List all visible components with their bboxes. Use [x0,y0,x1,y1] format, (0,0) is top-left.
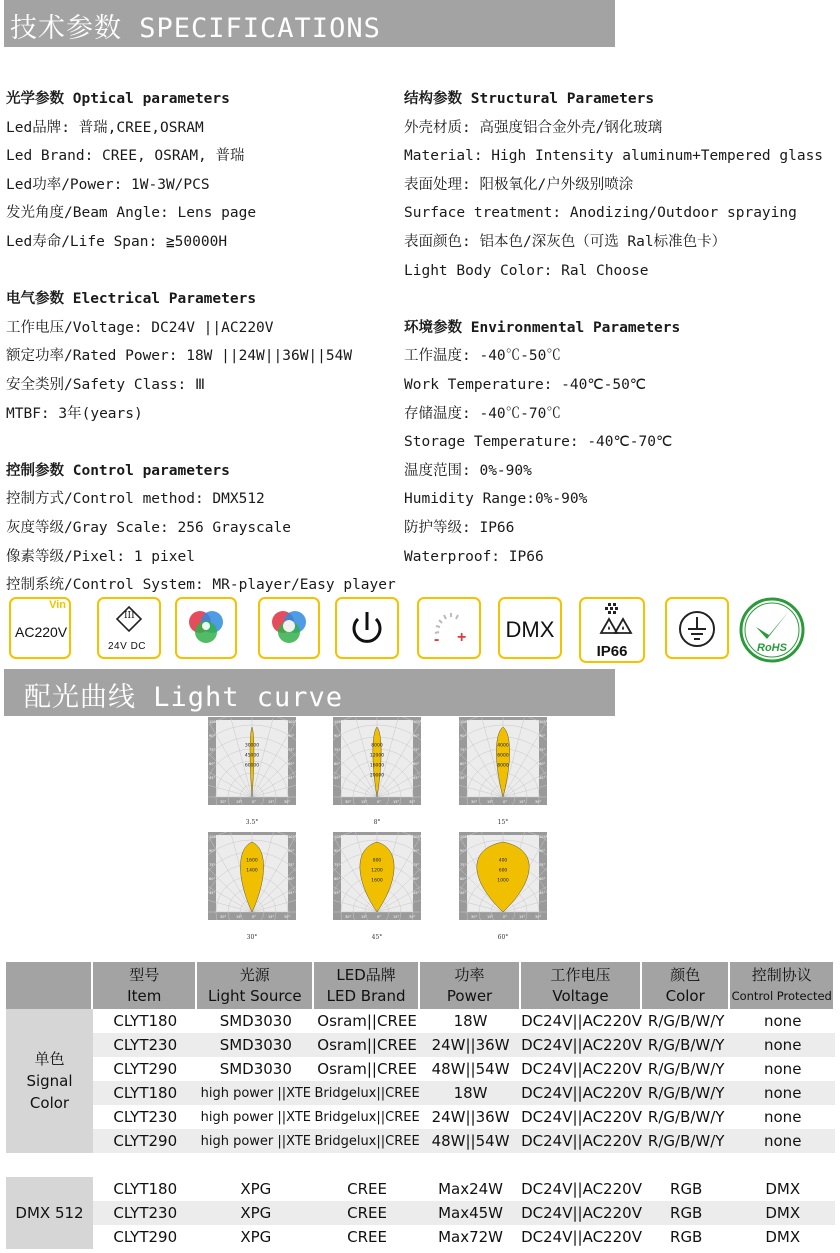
polar-tick-right: 45° [288,776,295,780]
header-en: LED Brand [326,986,406,1005]
polar-tick-left: 105° [460,720,469,724]
left-spec-line: Led品牌: 普瑞,CREE,OSRAM [6,119,204,136]
group-label: 单色 Signal Color [6,1009,93,1153]
polar-tick-left: 45° [460,891,467,895]
table-cell: SMD3030 [219,1060,292,1078]
table-cell: CREE [347,1228,387,1246]
curve-angle-label: 30° [246,934,258,941]
polar-tick-right: 75° [539,863,546,867]
header-en: Power [446,986,493,1005]
left-spec-heading: 光学参数 Optical parameters [6,91,230,107]
table-cell: RGB [642,1201,730,1225]
header-en: Voltage [552,986,609,1005]
table-cell: RGB [670,1228,703,1246]
left-spec-line: Led功率/Power: 1W-3W/PCS [6,176,210,193]
table-cell: CLYT230 [93,1201,197,1225]
right-spec-line: 外壳材质: 高强度铝合金外壳/钢化玻璃 [404,119,663,136]
polar-tick-right: 90° [413,849,420,853]
polar-tick-bottom: 30° [535,800,542,804]
polar-tick-right: 90° [288,849,295,853]
polar-tick-bottom: 30° [471,800,478,804]
polar-tick-bottom: 15° [393,915,400,919]
curve-value: 30000 [244,743,260,749]
polar-tick-right: 60° [413,762,420,766]
table-cell: Bridgelux||CREE [314,1109,420,1125]
right-spec-line: Waterproof: IP66 [404,548,544,565]
polar-tick-left: 60° [209,877,216,881]
polar-tick-bottom: 30° [345,915,352,919]
table-cell: none [764,1060,802,1078]
table-cell: 24W||36W [431,1108,510,1126]
polar-tick-left: 45° [334,891,341,895]
polar-tick-bottom: 15° [268,800,275,804]
ip66-icon: IP66 [579,597,645,663]
table-cell: SMD3030 [197,1033,314,1057]
polar-tick-left: 105° [209,720,218,724]
table-header [420,962,521,1009]
rgbw-icon [258,597,320,659]
polar-tick-left: 75° [334,748,341,752]
table-row [6,1201,835,1225]
polar-tick-bottom: 30° [409,800,416,804]
table-cell: 18W [420,1081,521,1105]
polar-tick-left: 75° [460,748,467,752]
ac220v-icon: Vin AC220V [9,597,71,659]
table-cell: none [764,1012,802,1030]
left-spec-heading: 控制参数 Control parameters [6,462,230,479]
right-spec-line: 表面颜色: 铝本色/深灰色（可选 Ral标准色卡） [404,233,727,250]
header-cn: 功率 [454,965,485,984]
left-spec-line: MTBF: 3年(years) [6,405,143,422]
polar-diagram [208,832,296,920]
table-cell: CLYT290 [113,1060,178,1078]
header-cn: 控制协议 [751,965,812,984]
table-row [6,1081,835,1105]
product-table [6,962,835,1249]
light-curve-diagrams [0,716,840,956]
table-cell: R/G/B/W/Y [642,1033,730,1057]
curve-value: 8000 [371,743,383,749]
polar-tick-right: 60° [539,877,546,881]
header-cn: LED品牌 [336,965,396,984]
left-spec-line: 控制方式/Control method: DMX512 [6,491,265,508]
table-cell: SMD3030 [219,1012,292,1030]
polar-tick-right: 75° [288,863,295,867]
table-row [6,1129,835,1153]
curve-value: 4000 [497,743,509,749]
polar-tick-right: 75° [288,748,295,752]
table-header [314,962,420,1009]
polar-tick-bottom: 0° [377,800,381,804]
polar-tick-left: 45° [209,776,216,780]
header-en: Item [127,986,162,1005]
table-row [6,1105,835,1129]
polar-tick-right: 105° [288,720,296,724]
curve-value: 1600 [371,878,383,884]
polar-tick-bottom: 0° [503,800,507,804]
polar-tick-bottom: 30° [220,915,227,919]
specifications-header [4,0,615,47]
curve-value: 60000 [244,763,260,769]
polar-tick-bottom: 0° [252,800,256,804]
curve-angle-label: 3.5° [245,819,259,826]
polar-tick-bottom: 15° [519,800,526,804]
table-cell: high power ||XTE [197,1081,314,1105]
polar-tick-bottom: 15° [361,800,368,804]
power-icon [335,597,399,659]
table-header [642,962,730,1009]
polar-tick-right: 90° [539,849,546,853]
left-spec-column [6,85,396,600]
polar-tick-right: 45° [413,776,420,780]
right-spec-line: Surface treatment: Anodizing/Outdoor spraying [404,205,797,222]
polar-tick-bottom: 0° [252,915,256,919]
header-en: Control Protected [731,988,832,1003]
polar-tick-left: 75° [460,863,467,867]
polar-tick-bottom: 15° [268,915,275,919]
table-cell: none [730,1033,835,1057]
right-spec-line: Storage Temperature: -40℃-70℃ [404,434,673,451]
table-cell: Bridgelux||CREE [314,1081,420,1105]
polar-tick-left: 75° [209,863,216,867]
polar-tick-bottom: 15° [236,915,243,919]
header-cn: 光源 [239,965,270,984]
polar-tick-right: 60° [539,762,546,766]
curve-value: 12000 [369,753,385,759]
right-spec-column [404,85,823,571]
polar-tick-bottom: 15° [519,915,526,919]
feature-icon-row [9,597,835,663]
table-cell: DC24V||AC220V [521,1129,642,1153]
table-cell: CREE [347,1180,387,1198]
table-cell: Osram||CREE [317,1060,417,1078]
right-spec-line: 工作温度: -40℃-50℃ [404,348,561,365]
curve-value: 45000 [244,753,260,759]
polar-tick-right: 45° [288,891,295,895]
left-spec-line: 控制系统/Control System: MR-player/Easy player [6,577,396,594]
table-cell: R/G/B/W/Y [642,1129,730,1153]
table-cell: Bridgelux||CREE [314,1129,420,1153]
table-cell: 48W||54W [420,1129,521,1153]
left-spec-line: Led Brand: CREE, OSRAM, 普瑞 [6,148,245,165]
right-spec-line: Humidity Range:0%-90% [404,491,588,508]
polar-tick-bottom: 15° [487,800,494,804]
polar-diagram [333,717,421,805]
curve-value: 800 [372,858,382,864]
left-spec-heading: 电气参数 Electrical Parameters [6,291,257,308]
table-cell: high power ||XTE [197,1129,314,1153]
polar-diagram [333,832,421,920]
polar-tick-right: 60° [288,877,295,881]
light-curve-header [4,669,615,716]
polar-tick-left: 60° [460,762,467,766]
spacer [6,257,396,286]
dmx-icon: DMX [498,597,562,659]
table-cell: CREE [314,1201,420,1225]
table-cell: 24W||36W [420,1033,521,1057]
table-cell: DC24V||AC220V [521,1108,642,1126]
curve-value: 6000 [497,753,509,759]
curve-angle-label: 45° [371,934,383,941]
left-spec-line: Led寿命/Life Span: ≧50000H [6,233,228,250]
spacer [404,285,823,314]
curve-value: 600 [498,868,508,874]
right-spec-line: Material: High Intensity aluminum+Tempered glass [404,148,824,165]
polar-tick-left: 90° [334,849,341,853]
table-cell: DMX [730,1201,835,1225]
curve-value: 1600 [246,858,258,864]
polar-tick-left: 90° [209,734,216,738]
dimmer-icon: - + [417,597,481,659]
polar-tick-left: 60° [460,877,467,881]
polar-tick-bottom: 0° [377,915,381,919]
curve-value: 20000 [369,773,385,779]
table-header [197,962,314,1009]
polar-tick-bottom: 30° [409,915,416,919]
curve-angle-label: 8° [373,819,381,826]
table-cell: DC24V||AC220V [521,1033,642,1057]
left-spec-line: 安全类别/Safety Class: Ⅲ [6,376,205,393]
table-cell: XPG [240,1228,272,1246]
polar-tick-left: 90° [334,734,341,738]
table-cell: CLYT230 [93,1033,197,1057]
polar-tick-left: 105° [334,835,343,839]
header-en: Light Source [207,986,302,1005]
table-cell: DC24V||AC220V [521,1081,642,1105]
polar-tick-right: 75° [413,748,420,752]
polar-tick-right: 105° [413,835,421,839]
polar-tick-left: 75° [209,748,216,752]
polar-tick-bottom: 30° [220,800,227,804]
polar-tick-left: 105° [334,720,343,724]
light-curve-title: 配光曲线 Light curve [24,682,344,713]
polar-tick-right: 105° [539,720,547,724]
polar-tick-right: 75° [539,748,546,752]
table-cell: Osram||CREE [314,1033,420,1057]
table-cell: DC24V||AC220V [521,1201,642,1225]
table-cell: none [764,1108,802,1126]
polar-tick-left: 90° [460,734,467,738]
polar-tick-right: 90° [413,734,420,738]
left-spec-line: 灰度等级/Gray Scale: 256 Grayscale [6,519,291,536]
right-spec-heading: 环境参数 Environmental Parameters [404,319,681,336]
left-spec-line: 工作电压/Voltage: DC24V ||AC220V [6,319,274,336]
table-header [521,962,642,1009]
table-cell: R/G/B/W/Y [647,1012,725,1030]
table-cell: 18W [453,1012,488,1030]
polar-diagram [208,717,296,805]
polar-tick-bottom: 15° [361,915,368,919]
table-cell: Max24W [438,1180,504,1198]
table-row [6,1177,835,1201]
polar-tick-bottom: 15° [487,915,494,919]
polar-tick-bottom: 15° [393,800,400,804]
polar-tick-left: 90° [209,849,216,853]
curve-value: 16000 [369,763,385,769]
right-spec-heading: 结构参数 Structural Parameters [404,91,655,107]
polar-tick-left: 105° [460,835,469,839]
polar-tick-left: 60° [209,762,216,766]
polar-diagram [459,717,547,805]
polar-tick-left: 105° [209,835,218,839]
table-cell: Max72W [438,1228,504,1246]
table-cell: XPG [240,1180,272,1198]
header-en: Color [665,986,705,1005]
curve-value: 8000 [497,763,509,769]
polar-tick-right: 75° [413,863,420,867]
table-cell: CLYT180 [113,1180,178,1198]
polar-tick-right: 105° [413,720,421,724]
table-corner [6,962,93,1009]
table-cell: Osram||CREE [317,1012,417,1030]
polar-tick-left: 60° [334,762,341,766]
polar-tick-bottom: 30° [345,800,352,804]
table-row [6,1225,835,1249]
polar-tick-bottom: 30° [284,915,291,919]
polar-diagram [459,832,547,920]
right-spec-line: 存储温度: -40℃-70℃ [404,405,561,422]
polar-tick-left: 45° [460,776,467,780]
table-cell: DC24V||AC220V [521,1012,642,1030]
polar-tick-left: 60° [334,877,341,881]
left-spec-line: 像素等级/Pixel: 1 pixel [6,548,195,565]
table-cell: RGB [670,1180,703,1198]
table-cell: DC24V||AC220V [521,1180,642,1198]
right-spec-line: 表面处理: 阳极氧化/户外级别喷涂 [404,176,634,193]
spacer [6,428,396,457]
curve-value: 1400 [246,868,258,874]
header-cn: 型号 [129,965,160,984]
rgb-icon [175,597,237,659]
table-cell: DMX [765,1228,801,1246]
table-cell: CLYT180 [93,1081,197,1105]
table-cell: CLYT180 [113,1012,178,1030]
table-spacer [6,1153,835,1177]
header-cn: 工作电压 [550,965,611,984]
right-spec-line: Light Body Color: Ral Choose [404,262,649,279]
table-cell: R/G/B/W/Y [647,1108,725,1126]
24v-dc-icon: III 24V DC [97,597,161,659]
table-cell: DMX [765,1180,801,1198]
table-row [6,1009,835,1033]
polar-tick-right: 90° [288,734,295,738]
table-row [6,1057,835,1081]
ground-icon [665,597,729,659]
table-row [6,1033,835,1057]
table-cell: high power ||XTE [200,1109,311,1125]
polar-tick-bottom: 30° [284,800,291,804]
polar-tick-right: 45° [539,776,546,780]
polar-tick-bottom: 0° [503,915,507,919]
group-label: DMX 512 [6,1177,93,1249]
table-cell: R/G/B/W/Y [647,1060,725,1078]
polar-tick-left: 90° [460,849,467,853]
table-cell: Max45W [420,1201,521,1225]
polar-tick-right: 90° [539,734,546,738]
table-cell: none [730,1129,835,1153]
left-spec-line: 额定功率/Rated Power: 18W ||24W||36W||54W [6,348,353,365]
curve-angle-label: 15° [497,819,509,826]
polar-tick-left: 45° [334,776,341,780]
table-cell: CLYT230 [113,1108,178,1126]
curve-value: 1000 [497,878,509,884]
table-cell: DC24V||AC220V [521,1228,642,1246]
curve-value: 1200 [371,868,383,874]
curve-value: 400 [498,858,508,864]
polar-tick-right: 105° [288,835,296,839]
polar-tick-right: 60° [413,877,420,881]
header-cn: 颜色 [670,965,701,984]
specifications-title: 技术参数 SPECIFICATIONS [10,13,381,44]
polar-tick-bottom: 30° [535,915,542,919]
polar-tick-right: 45° [413,891,420,895]
rohs-icon: RoHS [739,597,805,663]
polar-tick-left: 75° [334,863,341,867]
polar-tick-bottom: 15° [236,800,243,804]
table-header [93,962,197,1009]
polar-tick-right: 105° [539,835,547,839]
right-spec-line: 温度范围: 0%-90% [404,462,532,479]
right-spec-line: Work Temperature: -40℃-50℃ [404,376,647,393]
polar-tick-right: 60° [288,762,295,766]
table-cell: CLYT290 [93,1129,197,1153]
left-spec-line: 发光角度/Beam Angle: Lens page [6,205,257,222]
polar-tick-bottom: 30° [471,915,478,919]
curve-angle-label: 60° [497,934,509,941]
polar-tick-right: 45° [539,891,546,895]
table-cell: CLYT290 [113,1228,178,1246]
table-cell: DC24V||AC220V [521,1060,642,1078]
table-cell: none [730,1081,835,1105]
table-cell: R/G/B/W/Y [642,1081,730,1105]
right-spec-line: 防护等级: IP66 [404,519,515,536]
table-cell: 48W||54W [431,1060,510,1078]
table-header [730,962,835,1009]
polar-tick-left: 45° [209,891,216,895]
table-cell: XPG [197,1201,314,1225]
